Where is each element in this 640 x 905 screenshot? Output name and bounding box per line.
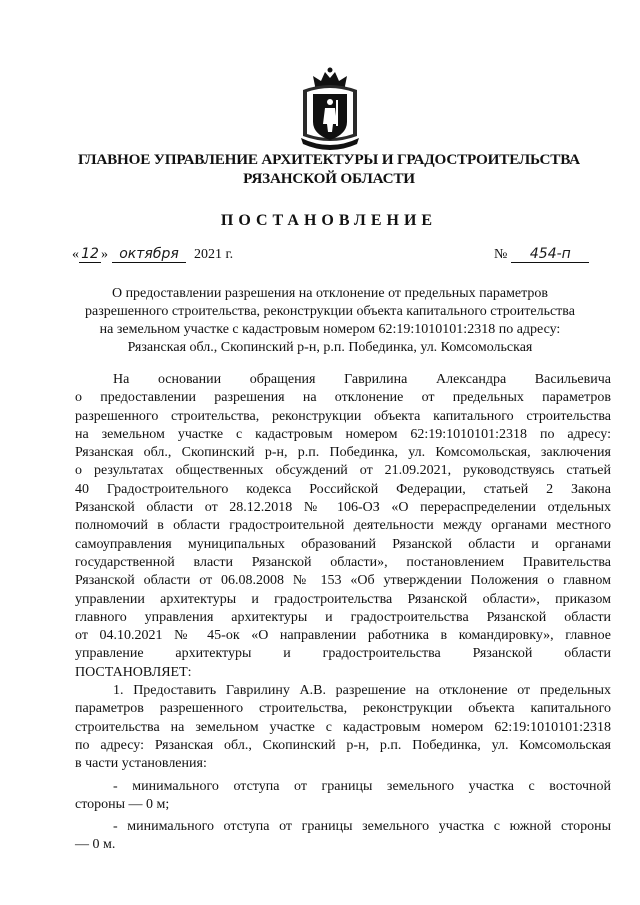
subject-line: на земельном участке с кадастровым номером 62:19:1010101:2318 по адресу: [99, 322, 561, 337]
subject-line: О предоставлении разрешения на отклонение от предельных параметров [111, 286, 549, 301]
date-month: октября [112, 246, 186, 263]
bullet-south-line: — 0 м. [75, 837, 116, 853]
item-1-line: по адресу: Рязанская обл., Скопинский р-н, р.п. Побединка, ул. Комсомольская [75, 737, 611, 753]
preamble-line: самоуправления муниципальных образований Рязанской области и органами [75, 536, 611, 552]
number-prefix: № [494, 247, 508, 262]
item-1-line: строительства на земельном участке с кадастровым номером 62:19:1010101:2318 [75, 719, 611, 735]
item-1-line: 1. Предоставить Гаврилину А.В. разрешение на отклонение от предельных [113, 683, 611, 699]
item-1-line: параметров разрешенного строительства, реконструкции объекта капитального [75, 701, 611, 717]
document-date [72, 246, 233, 263]
organization-name [40, 150, 618, 188]
preamble-line: управлении архитектуры и градостроительства Рязанской области», приказом [75, 591, 611, 607]
date-close-quote: » [101, 247, 108, 262]
preamble-line: разрешенного строительства, реконструкции объекта капитального строительства [75, 408, 611, 424]
item-1-line: в части установления: [75, 756, 207, 772]
preamble-line: Рязанской области от 06.08.2008 № 153 «Об утверждении Положения о главном [75, 573, 611, 589]
date-year: 2021 г. [194, 247, 234, 262]
preamble-line: На основании обращения Гаврилина Александра Васильевича [113, 372, 611, 387]
document-type-title: ПОСТАНОВЛЕНИЕ [220, 212, 438, 229]
preamble-line: полномочий в области градостроительной деятельности между органами местного [75, 518, 611, 534]
preamble-line: на земельном участке с кадастровым номером 62:19:1010101:2318 по адресу: [75, 426, 611, 442]
preamble-line: Рязанской области от 28.12.2018 № 106-ОЗ «О перераспределении отдельных [75, 500, 611, 516]
preamble-line: о результатах общественных обсуждений от 21.09.2021, руководствуясь статьей [75, 463, 611, 479]
preamble-line: о предоставлении разрешения на отклонение от предельных параметров [75, 390, 611, 406]
document-body [75, 371, 611, 855]
document-number [494, 246, 589, 263]
bullet-south-line: - минимального отступа от границы земельного участка с южной стороны [113, 819, 611, 835]
organization-name-line-1: ГЛАВНОЕ УПРАВЛЕНИЕ АРХИТЕКТУРЫ И ГРАДОСТРОИТЕЛЬСТВА [78, 151, 580, 168]
document-subject [75, 285, 585, 357]
preamble-line: главного управления архитектуры и градостроительства Рязанской области [75, 609, 611, 625]
number-value: 454-п [511, 246, 589, 263]
subject-line: Рязанская обл., Скопинский р-н, р.п. Побединка, ул. Комсомольская [127, 340, 533, 355]
date-day: 12 [79, 246, 101, 263]
preamble-line: государственной власти Рязанской области», постановлением Правительства [75, 554, 611, 570]
preamble-line: от 04.10.2021 № 45-ок «О направлении работника в командировку», главное [75, 628, 611, 644]
bullet-east-line: - минимального отступа от границы земельного участка с восточной [113, 778, 611, 794]
preamble-line: Рязанская обл., Скопинский р-н, р.п. Побединка, ул. Комсомольская, заключения [75, 445, 611, 461]
ryazan-coat-of-arms-icon [299, 66, 361, 150]
subject-line: разрешенного строительства, реконструкции объекта капитального строительства [85, 304, 575, 319]
preamble-line: управление архитектуры и градостроительства Рязанской области [75, 646, 611, 662]
preamble-line: 40 Градостроительного кодекса Российской Федерации, статьей 2 Закона [75, 481, 611, 497]
bullet-east-line: стороны — 0 м; [75, 796, 170, 812]
date-open-quote: « [72, 247, 79, 262]
resolves-heading: ПОСТАНОВЛЯЕТ: [75, 664, 192, 680]
organization-name-line-2: РЯЗАНСКОЙ ОБЛАСТИ [243, 170, 415, 187]
